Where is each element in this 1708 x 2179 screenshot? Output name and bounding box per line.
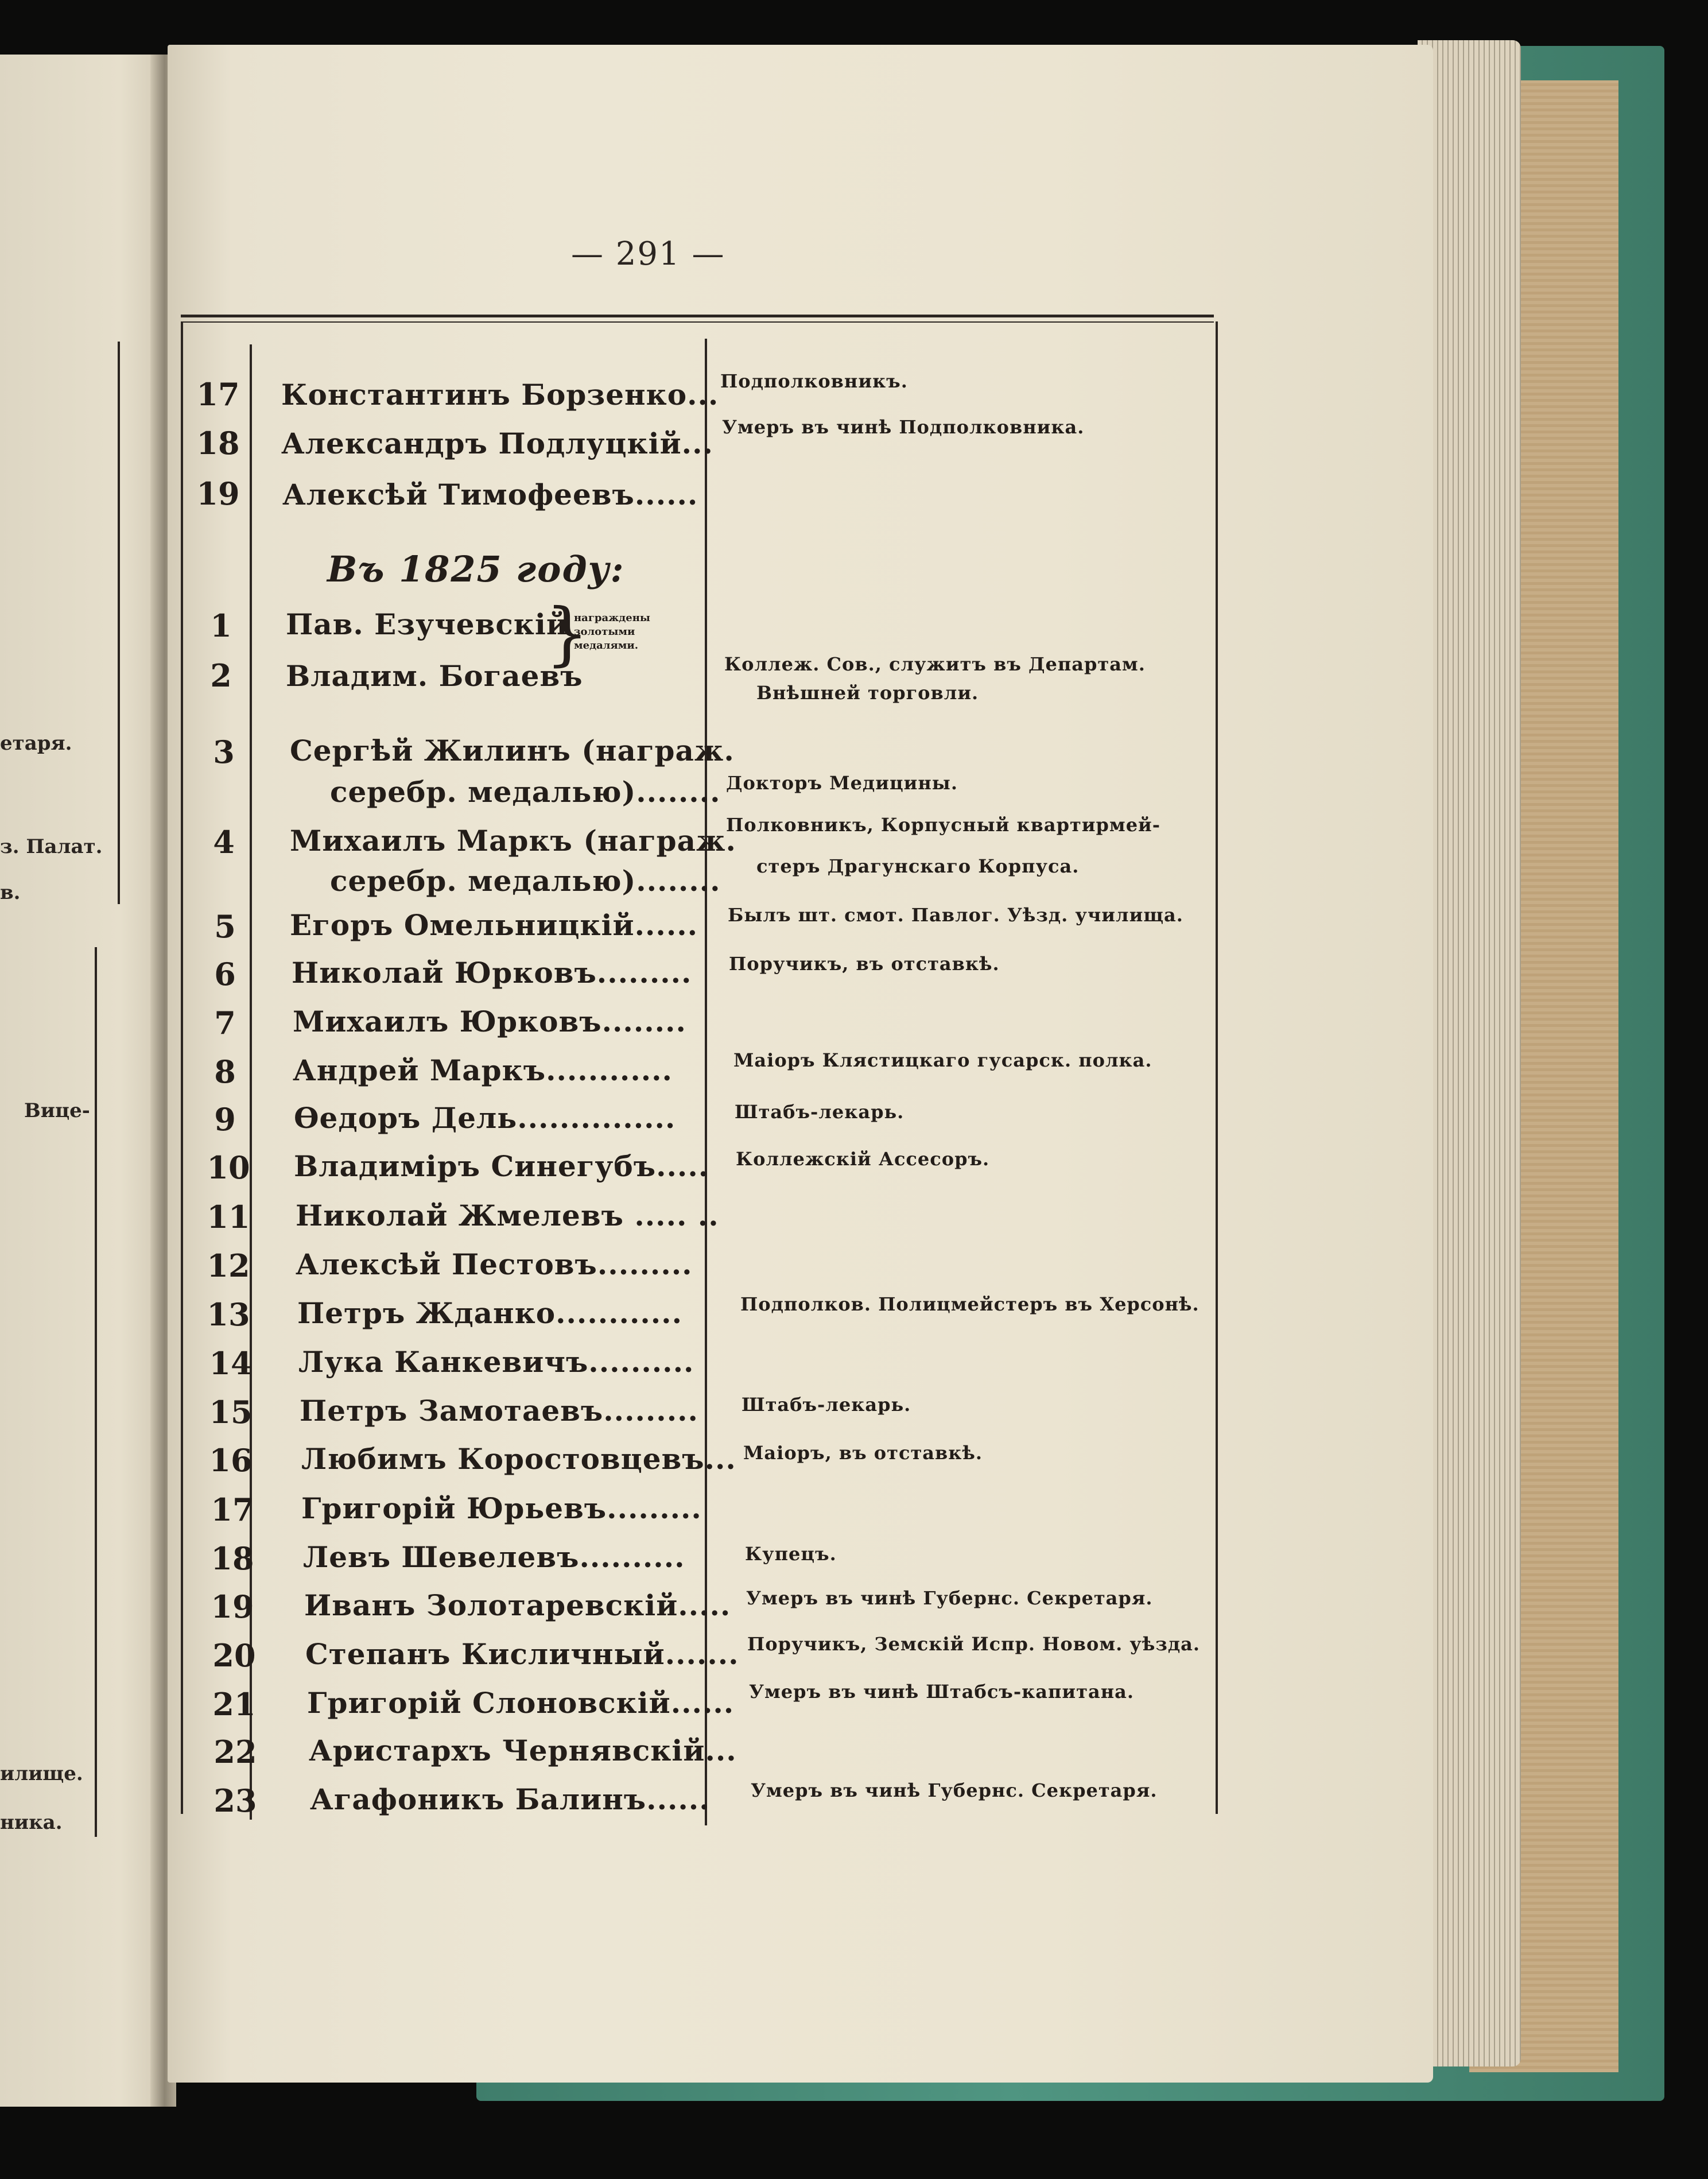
entry-name: Григорій Слоновскій......: [307, 1686, 735, 1720]
entry-name: Өедоръ Дель...............: [294, 1101, 676, 1135]
left-fragment: етаря.: [0, 732, 72, 755]
entry-name: Петръ Замотаевъ.........: [300, 1394, 698, 1428]
entry-name: Любимъ Коростовцевъ...: [301, 1442, 736, 1476]
entry-name: Михаилъ Маркъ (награж.: [290, 824, 736, 858]
entry-number: 14: [209, 1345, 253, 1382]
entry-number: 6: [214, 956, 236, 992]
entry-number: 7: [214, 1005, 236, 1041]
entry-remark: Умеръ въ чинѣ Штабсъ-капитана.: [749, 1681, 1134, 1703]
entry-name: Иванъ Золотаревскій.....: [304, 1588, 731, 1622]
entry-remark: Штабъ-лекарь.: [735, 1101, 905, 1123]
entry-number: 9: [214, 1101, 236, 1138]
page-edges: [1418, 40, 1521, 2066]
entry-name: Владим. Богаевъ: [286, 659, 583, 693]
entry-name-continued: серебр. медалью)........: [330, 864, 721, 898]
entry-number: 21: [212, 1686, 256, 1723]
entry-name: Константинъ Борзенко...: [281, 378, 719, 412]
entry-number: 3: [213, 734, 235, 770]
entry-remark: Маіоръ, въ отставкѣ.: [743, 1442, 983, 1464]
entry-number: 22: [214, 1734, 257, 1770]
entry-remark: Штабъ-лекарь.: [742, 1394, 911, 1416]
entry-name: Николай Жмелевъ ..... ..: [296, 1199, 719, 1232]
entry-remark: Коллеж. Сов., служитъ въ Департам.: [724, 653, 1146, 675]
entry-number: 17: [211, 1491, 254, 1528]
entry-remark: Коллежскій Ассесоръ.: [736, 1148, 990, 1170]
entry-remark: Умеръ въ чинѣ Подполковника.: [722, 416, 1085, 438]
left-fragment: ника.: [0, 1811, 63, 1834]
page-number: — 291 —: [571, 235, 725, 273]
brace-note: [574, 611, 650, 653]
left-page-rule-lower: [95, 947, 97, 1837]
entry-name: Александръ Подлуцкій...: [281, 427, 713, 460]
left-fragment: в.: [0, 881, 21, 904]
entry-number: 4: [213, 824, 235, 860]
entry-number: 10: [207, 1149, 250, 1186]
entry-remark: Докторъ Медицины.: [726, 772, 958, 794]
entry-number: 16: [209, 1442, 253, 1479]
entry-name: Агафоникъ Балинъ......: [310, 1782, 710, 1816]
entry-name: Пав. Езучевскій: [286, 607, 568, 641]
entry-name: Андрей Маркъ............: [293, 1053, 673, 1087]
brace-note-line: награждены: [574, 612, 650, 624]
left-page: [0, 55, 172, 2107]
entry-name: Степанъ Кисличный.......: [305, 1637, 739, 1671]
entry-remark: Полковникъ, Корпусный квартирмей-: [726, 814, 1161, 836]
entry-remark-continued: стеръ Драгунскаго Корпуса.: [756, 855, 1080, 877]
entry-name: Аристархъ Чернявскій...: [309, 1734, 737, 1767]
brace-note-line: медалями.: [574, 639, 638, 652]
left-fragment: з. Палат.: [0, 835, 103, 858]
entry-name-continued: серебр. медалью)........: [330, 775, 721, 809]
entry-name: Левъ Шевелевъ..........: [303, 1540, 685, 1574]
entry-remark: Умеръ въ чинѣ Губернс. Секретаря.: [751, 1779, 1158, 1801]
entry-remark: Маіоръ Клястицкаго гусарск. полка.: [733, 1049, 1152, 1071]
entry-name: Алексѣй Тимофеевъ......: [282, 478, 698, 511]
entry-name: Егоръ Омельницкій......: [290, 908, 698, 942]
brace-note-line: золотыми: [574, 626, 635, 638]
entry-number: 8: [214, 1053, 236, 1090]
entry-number: 13: [207, 1296, 250, 1333]
year-heading: Въ 1825 году:: [327, 548, 625, 590]
entry-number: 18: [196, 425, 240, 462]
entry-number: 18: [211, 1540, 254, 1577]
entry-remark: Купецъ.: [745, 1543, 837, 1565]
entry-number: 15: [209, 1394, 253, 1430]
entry-remark: Умеръ въ чинѣ Губернс. Секретаря.: [746, 1587, 1153, 1609]
entry-number: 12: [207, 1247, 250, 1284]
entry-number: 19: [211, 1588, 254, 1625]
entry-number: 11: [207, 1199, 250, 1235]
entry-name: Петръ Жданко............: [297, 1296, 682, 1330]
entry-name: Лука Канкевичъ..........: [298, 1345, 694, 1379]
entry-remark: Подполков. Полицмейстеръ въ Херсонѣ.: [740, 1293, 1200, 1315]
entry-number: 17: [196, 376, 240, 413]
entry-remark-continued: Внѣшней торговли.: [756, 682, 979, 704]
table-top-rule: [181, 315, 1214, 317]
entry-number: 1: [210, 607, 232, 644]
entry-remark: Поручикъ, Земскій Испр. Новом. уѣзда.: [747, 1633, 1201, 1655]
entry-name: Григорій Юрьевъ.........: [301, 1491, 702, 1525]
entry-name: Михаилъ Юрковъ........: [293, 1005, 686, 1038]
entry-number: 19: [196, 475, 240, 512]
entry-remark: Поручикъ, въ отставкѣ.: [729, 953, 1000, 975]
entry-remark: Подполковникъ.: [720, 370, 908, 392]
entry-name: Николай Юрковъ.........: [292, 956, 692, 990]
entry-name: Владиміръ Синегубъ.....: [294, 1149, 709, 1183]
table-right-rule: [1216, 321, 1218, 1814]
left-page-rule: [118, 342, 120, 904]
entry-number: 2: [210, 657, 232, 694]
left-fragment: Вице-: [24, 1099, 90, 1122]
entry-name: Сергѣй Жилинъ (награж.: [290, 734, 735, 767]
entry-name: Алексѣй Пестовъ.........: [296, 1247, 693, 1281]
entry-remark: Былъ шт. смот. Павлог. Уѣзд. училища.: [728, 904, 1183, 926]
left-fragment: илище.: [0, 1762, 83, 1785]
table-top-rule-thin: [181, 321, 1214, 323]
brace: }: [545, 594, 589, 674]
entry-number: 20: [212, 1637, 256, 1674]
entry-number: 5: [214, 908, 236, 945]
entry-number: 23: [214, 1782, 257, 1819]
